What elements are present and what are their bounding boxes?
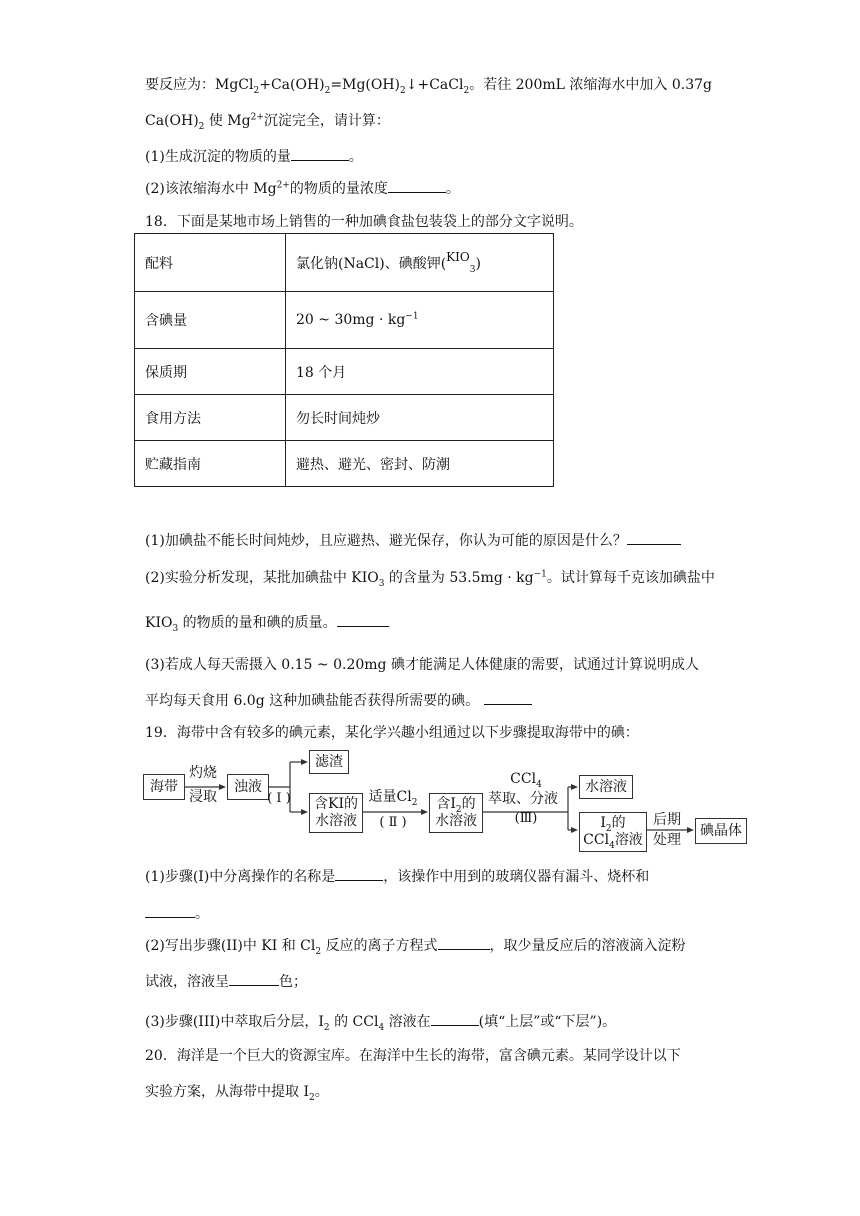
- question-20-line1: 20．海洋是一个巨大的资源宝库。在海洋中生长的海带，富含碘元素。某同学设计以下: [145, 1048, 681, 1064]
- row-value: 避热、避光、密封、防潮: [286, 441, 554, 487]
- flow-label-extract: 萃取、分液: [488, 791, 558, 807]
- row-value: 18 个月: [286, 349, 554, 395]
- question-19-2-cont: 试液，溶液呈 色；: [145, 974, 307, 990]
- flow-box-iodine-crystal: 碘晶体: [695, 818, 747, 844]
- flow-box-i2-ccl4: $I_2$的 CCl$_4$溶液: [579, 812, 647, 852]
- row-key: 保质期: [135, 349, 286, 395]
- question-18-title: 18．下面是某地市场上销售的一种加碘食盐包装袋上的部分文字说明。: [145, 214, 583, 230]
- flow-label-step2: ( Ⅱ ): [379, 815, 407, 830]
- row-key: 含碘量: [135, 292, 286, 349]
- question-19-1: (1)步骤(I)中分离操作的名称是 ，该操作中用到的玻璃仪器有漏斗、烧杯和: [145, 869, 650, 885]
- reaction-line: 要反应为：$MgCl_2+Ca(OH)_2=Mg(OH)_2↓+CaCl_2$。若往 200mL 浓缩海水中加入 0.37g: [145, 77, 712, 96]
- row-value: 氯化钠(NaCl)、碘酸钾$(KIO_3)$: [286, 234, 554, 292]
- question-18-1: (1)加碘盐不能长时间炖炒，且应避热、避光保存，你认为可能的原因是什么？: [145, 530, 681, 550]
- question-19-title: 19．海带中含有较多的碘元素，某化学兴趣小组通过以下步骤提取海带中的碘：: [145, 725, 639, 741]
- row-value: 勿长时间炖炒: [286, 395, 554, 441]
- question-18-2: (2)实验分析发现，某批加碘盐中 $KIO_3$ 的含量为 $53.5mg \cdot kg^{-1}$。试计算每千克该加碘盐中: [145, 569, 715, 589]
- flow-box-zhuoye: 浊液: [227, 774, 269, 800]
- row-key: 食用方法: [135, 395, 286, 441]
- question-17-1: (1)生成沉淀的物质的量 。: [145, 149, 363, 165]
- question-18-3: (3)若成人每天需摄入 0.15 ~ 0.20mg 碘才能满足人体健康的需要，试通过计算说明成人: [145, 657, 699, 673]
- flow-label-zhuoshao: 灼烧: [189, 765, 217, 781]
- question-18-3-cont: 平均每天食用 6.0g 这种加碘盐能否获得所需要的碘。: [145, 690, 532, 710]
- question-18-2-cont: $KIO_3$ 的物质的量和碘的质量。: [145, 612, 389, 632]
- flow-label-step1: ( Ⅰ ): [267, 791, 291, 806]
- flow-box-ki-solution: 含KI的 水溶液: [309, 793, 363, 833]
- flow-label-chuli: 处理: [653, 832, 681, 848]
- flow-label-step3: (Ⅲ): [514, 811, 538, 826]
- flow-label-houqi: 后期: [653, 812, 681, 828]
- question-19-3: (3)步骤(III)中萃取后分层，$I_2$ 的 CCl$_4$ 溶液在 (填“上层”或“下层”)。: [145, 1014, 617, 1033]
- condition-line: $Ca(OH)_2$ 使 $Mg^{2+}$沉淀完全，请计算：: [145, 112, 390, 132]
- question-19-1-cont: 。: [145, 903, 209, 923]
- flow-label-jinqu: 浸取: [189, 789, 217, 805]
- question-17-2: (2)该浓缩海水中 $Mg^{2+}$的物质的量浓度 。: [145, 180, 460, 197]
- question-20-line2: 实验方案，从海带中提取 $I_2$。: [145, 1084, 329, 1103]
- flow-label-cl2: 适量$Cl_2$: [368, 789, 418, 808]
- flow-label-ccl4: CCl$_4$: [510, 771, 542, 790]
- flow-box-lvzha: 滤渣: [309, 750, 349, 774]
- flow-box-water-layer: 水溶液: [579, 775, 633, 799]
- flow-box-haidai: 海带: [143, 774, 185, 800]
- question-19-2: (2)写出步骤(II)中 KI 和 $Cl_2$ 反应的离子方程式 ，取少量反应后的溶液滴入淀粉: [145, 938, 686, 957]
- row-key: 配料: [135, 234, 286, 292]
- row-value: 20 ~ $30mg \cdot kg^{-1}$: [286, 292, 554, 349]
- flow-box-i2-solution: 含$I_2$的 水溶液: [429, 793, 483, 833]
- row-key: 贮藏指南: [135, 441, 286, 487]
